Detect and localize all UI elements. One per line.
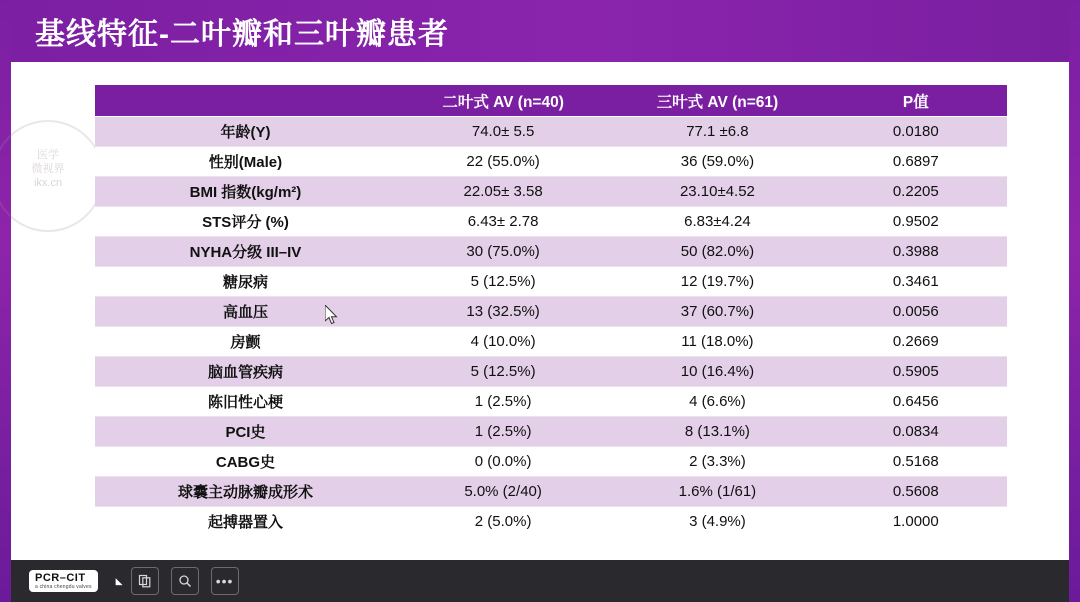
slide-title-bar xyxy=(11,0,1069,62)
row-bicuspid-value: 4 (10.0%) xyxy=(396,327,610,357)
row-label: STS评分 (%) xyxy=(95,207,396,237)
row-tricuspid-value: 77.1 ±6.8 xyxy=(610,117,824,147)
row-bicuspid-value: 1 (2.5%) xyxy=(396,417,610,447)
row-bicuspid-value: 0 (0.0%) xyxy=(396,447,610,477)
row-label: 起搏器置入 xyxy=(95,507,396,537)
row-tricuspid-value: 23.10±4.52 xyxy=(610,177,824,207)
watermark-line-2: 微视界 xyxy=(31,163,65,175)
table-row xyxy=(95,477,1007,507)
row-bicuspid-value: 22.05± 3.58 xyxy=(396,177,610,207)
row-pvalue: 0.0834 xyxy=(825,417,1007,447)
table-row xyxy=(95,237,1007,267)
row-tricuspid-value: 10 (16.4%) xyxy=(610,357,824,387)
table-row xyxy=(95,387,1007,417)
table-row xyxy=(95,177,1007,207)
row-bicuspid-value: 5.0% (2/40) xyxy=(396,477,610,507)
row-tricuspid-value: 12 (19.7%) xyxy=(610,267,824,297)
row-pvalue: 0.0180 xyxy=(825,117,1007,147)
row-bicuspid-value: 30 (75.0%) xyxy=(396,237,610,267)
player-toolbar xyxy=(11,560,1069,602)
page-title: 基线特征-二叶瓣和三叶瓣患者 xyxy=(35,18,449,51)
copy-icon[interactable] xyxy=(131,567,159,595)
table-row xyxy=(95,207,1007,237)
row-label: 房颤 xyxy=(95,327,396,357)
row-label: 高血压 xyxy=(95,297,396,327)
row-tricuspid-value: 36 (59.0%) xyxy=(610,147,824,177)
watermark-line-1: 医学 xyxy=(37,149,59,161)
table-row xyxy=(95,507,1007,537)
row-bicuspid-value: 5 (12.5%) xyxy=(396,267,610,297)
row-label: 糖尿病 xyxy=(95,267,396,297)
watermark xyxy=(0,120,104,232)
left-edge-bar xyxy=(0,0,11,602)
row-bicuspid-value: 5 (12.5%) xyxy=(396,357,610,387)
table-row xyxy=(95,147,1007,177)
row-tricuspid-value: 4 (6.6%) xyxy=(610,387,824,417)
row-bicuspid-value: 6.43± 2.78 xyxy=(396,207,610,237)
table-row xyxy=(95,117,1007,147)
table-header-row xyxy=(95,85,1007,117)
row-pvalue: 1.0000 xyxy=(825,507,1007,537)
column-header-pvalue: P值 xyxy=(825,85,1007,117)
row-pvalue: 0.5905 xyxy=(825,357,1007,387)
row-pvalue: 0.9502 xyxy=(825,207,1007,237)
row-tricuspid-value: 8 (13.1%) xyxy=(610,417,824,447)
row-tricuspid-value: 50 (82.0%) xyxy=(610,237,824,267)
table-row xyxy=(95,297,1007,327)
row-pvalue: 0.2205 xyxy=(825,177,1007,207)
column-header-characteristic xyxy=(95,85,396,117)
row-label: PCI史 xyxy=(95,417,396,447)
table-row xyxy=(95,267,1007,297)
table-body xyxy=(95,117,1007,537)
row-pvalue: 0.5608 xyxy=(825,477,1007,507)
column-header-bicuspid: 二叶式 AV (n=40) xyxy=(396,85,610,117)
row-tricuspid-value: 1.6% (1/61) xyxy=(610,477,824,507)
row-bicuspid-value: 22 (55.0%) xyxy=(396,147,610,177)
row-tricuspid-value: 11 (18.0%) xyxy=(610,327,824,357)
row-label: 性别(Male) xyxy=(95,147,396,177)
table-row xyxy=(95,357,1007,387)
row-bicuspid-value: 1 (2.5%) xyxy=(396,387,610,417)
row-pvalue: 0.3461 xyxy=(825,267,1007,297)
row-pvalue: 0.2669 xyxy=(825,327,1007,357)
pcr-cit-logo xyxy=(29,570,98,592)
row-tricuspid-value: 2 (3.3%) xyxy=(610,447,824,477)
row-bicuspid-value: 74.0± 5.5 xyxy=(396,117,610,147)
row-label: 陈旧性心梗 xyxy=(95,387,396,417)
logo-caret-icon: ◣ xyxy=(115,575,123,586)
row-label: 脑血管疾病 xyxy=(95,357,396,387)
logo-sub-text: a china chengdu valves xyxy=(35,583,92,590)
row-label: BMI 指数(kg/m²) xyxy=(95,177,396,207)
row-pvalue: 0.0056 xyxy=(825,297,1007,327)
table-row xyxy=(95,327,1007,357)
table-row xyxy=(95,447,1007,477)
right-edge-bar xyxy=(1069,0,1080,602)
row-tricuspid-value: 6.83±4.24 xyxy=(610,207,824,237)
watermark-line-3: ikx.cn xyxy=(33,177,63,189)
row-bicuspid-value: 2 (5.0%) xyxy=(396,507,610,537)
row-bicuspid-value: 13 (32.5%) xyxy=(396,297,610,327)
baseline-characteristics-table xyxy=(95,85,1007,536)
row-tricuspid-value: 3 (4.9%) xyxy=(610,507,824,537)
table-row xyxy=(95,417,1007,447)
row-pvalue: 0.6897 xyxy=(825,147,1007,177)
row-label: 年龄(Y) xyxy=(95,117,396,147)
row-pvalue: 0.3988 xyxy=(825,237,1007,267)
more-dots: ••• xyxy=(215,573,234,589)
search-icon[interactable] xyxy=(171,567,199,595)
row-label: CABG史 xyxy=(95,447,396,477)
row-label: 球囊主动脉瓣成形术 xyxy=(95,477,396,507)
row-label: NYHA分级 III–IV xyxy=(95,237,396,267)
logo-main-text: PCR–CIT xyxy=(35,571,86,584)
row-pvalue: 0.5168 xyxy=(825,447,1007,477)
column-header-tricuspid: 三叶式 AV (n=61) xyxy=(610,85,824,117)
row-pvalue: 0.6456 xyxy=(825,387,1007,417)
row-tricuspid-value: 37 (60.7%) xyxy=(610,297,824,327)
more-icon[interactable] xyxy=(211,567,239,595)
